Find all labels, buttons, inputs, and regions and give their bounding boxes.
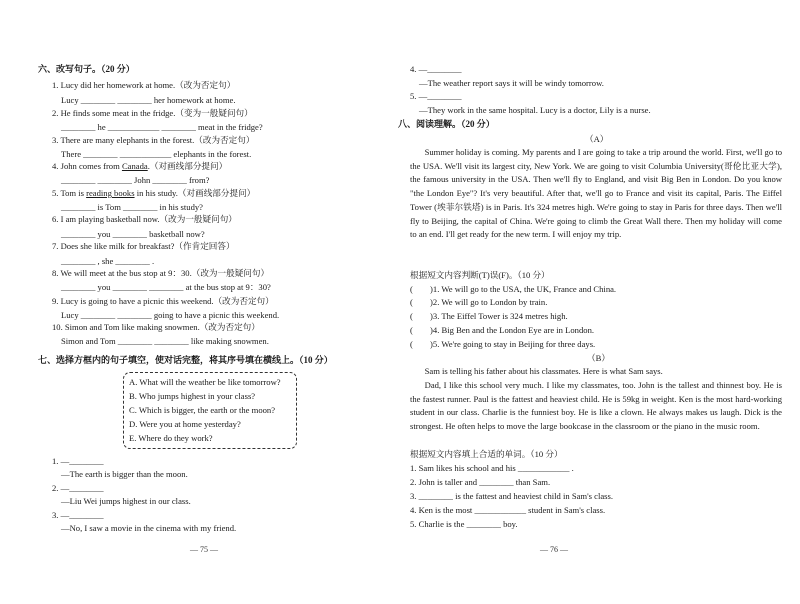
option-c: C. Which is bigger, the earth or the moon?	[129, 405, 276, 415]
s6-a1: Lucy ________ ________ her homework at home.	[61, 95, 236, 105]
s7-a2: —Liu Wei jumps highest in our class.	[61, 496, 191, 506]
passage-b-intro: Sam is telling his father about his classmates. Here is what Sam says.	[424, 366, 663, 376]
tf-item-4: ( )4. Big Ben and the London Eye are in London.	[410, 325, 595, 335]
s7-q5: 5. —________	[410, 91, 462, 101]
s6-a8: ________ you ________ ________ at the bus stop at 9：30?	[61, 282, 271, 292]
s6-a6: ________ you ________ basketball now?	[61, 229, 205, 239]
option-d: D. Were you at home yesterday?	[129, 419, 241, 429]
fill-item-1: 1. Sam likes his school and his ____________ .	[410, 463, 574, 473]
s6-q5: 5. Tom is reading books in his study.（对画线部分提问）	[52, 188, 256, 198]
s7-q1: 1. —________	[52, 456, 104, 466]
section-6-title: 六、改写句子。（20 分）	[38, 64, 135, 74]
fill-title: 根据短文内容填上合适的单词。（10 分）	[410, 449, 563, 459]
section-8-title: 八、阅读理解。（20 分）	[398, 119, 495, 129]
option-a: A. What will the weather be like tomorrow?	[129, 377, 281, 387]
tf-item-5: ( )5. We're going to stay in Beijing for three days.	[410, 339, 596, 349]
tf-item-2: ( )2. We will go to London by train.	[410, 297, 548, 307]
s6-q7: 7. Does she like milk for breakfast?（作肯定回答）	[52, 241, 235, 251]
fill-item-4: 4. Ken is the most ____________ student in Sam's class.	[410, 505, 606, 515]
s6-q4: 4. John comes from Canada.（对画线部分提问）	[52, 161, 228, 171]
fill-item-5: 5. Charlie is the ________ boy.	[410, 519, 518, 529]
s6-a5: ________ is Tom ________ in his study?	[61, 202, 203, 212]
tf-title: 根据短文内容判断(T)误(F)。（10 分）	[410, 270, 550, 280]
passage-b-body: Dad, I like this school very much. I like my classmates, too. John is the tallest and thinnest boy. He is the fastest runner. Paul is the fattest and heaviest child. He is 59kg in weight. Ken is the most hard-working student in our class. Charlie is the funniest boy. He is like a clown. He always makes us laugh. Dick is the strongest. He often helps to move the large bookcase in the classroom or the piano in the music room.	[410, 380, 782, 432]
tf-item-3: ( )3. The Eiffel Tower is 324 metres high.	[410, 311, 568, 321]
underlined-phrase: reading books	[86, 188, 135, 198]
fill-item-3: 3. ________ is the fattest and heaviest child in Sam's class.	[410, 491, 613, 501]
passage-b-label: （B）	[587, 353, 610, 363]
s6-q9: 9. Lucy is going to have a picnic this weekend.（改为否定句）	[52, 296, 274, 306]
option-e: E. Where do they work?	[129, 433, 213, 443]
s7-q3: 3. —________	[52, 510, 104, 520]
page-number-left: — 75 —	[190, 545, 218, 554]
s7-a4: —The weather report says it will be windy tomorrow.	[419, 78, 604, 88]
section-7-title: 七、选择方框内的句子填空，使对话完整，将其序号填在横线上。（10 分）	[38, 355, 333, 365]
s6-a10: Simon and Tom ________ ________ like making snowmen.	[61, 336, 269, 346]
tf-item-1: ( )1. We will go to the USA, the UK, France and China.	[410, 284, 617, 294]
s7-a1: —The earth is bigger than the moon.	[61, 469, 188, 479]
s6-a4: ________ ________ John ________ from?	[61, 175, 210, 185]
s6-q2: 2. He finds some meat in the fridge.（变为一般疑问句）	[52, 108, 253, 118]
passage-a-label: （A）	[585, 134, 609, 144]
s6-q1: 1. Lucy did her homework at home.（改为否定句）	[52, 80, 236, 90]
s7-q4: 4. —________	[410, 64, 462, 74]
s6-q8: 8. We will meet at the bus stop at 9：30.（改为一般疑问句）	[52, 268, 270, 278]
s6-a7: ________ , she ________ .	[61, 256, 155, 266]
s7-a3: —No, I saw a movie in the cinema with my friend.	[61, 523, 237, 533]
option-b: B. Who jumps highest in your class?	[129, 391, 256, 401]
options-box	[123, 372, 297, 449]
s6-a9: Lucy ________ ________ going to have a picnic this weekend.	[61, 310, 280, 320]
s6-a2: ________ he ____________ ________ meat in the fridge?	[61, 122, 263, 132]
s6-q6: 6. I am playing basketball now.（改为一般疑问句）	[52, 214, 237, 224]
fill-item-2: 2. John is taller and ________ than Sam.	[410, 477, 551, 487]
s7-q2: 2. —________	[52, 483, 104, 493]
underlined-word: Canada	[121, 161, 148, 171]
s6-q3: 3. There are many elephants in the forest.（改为否定句）	[52, 135, 255, 145]
s7-a5: —They work in the same hospital. Lucy is a doctor, Lily is a nurse.	[419, 105, 651, 115]
s6-q10: 10. Simon and Tom like making snowmen.（改为否定句）	[52, 322, 260, 332]
s6-a3: There ________ ____________ elephants in the forest.	[61, 149, 252, 159]
page-number-right: — 76 —	[540, 545, 568, 554]
passage-a: Summer holiday is coming. My parents and I are going to take a trip around the world. First, we'll go to the USA. We'll visit its largest city, New York. We are going to visit Columbia University(哥伦比亚大学), the famous university in the USA. Then we'll fly to England, and visit Big Ben in London. Do you know "the London Eye"? It's very beautiful. After that, we'll go to France and visit its capital, Paris. The Eiffel Tower (埃菲尔铁塔) is in Paris. It's 324 metres high. We're going to stay in Paris for three days. Then we'll fly to Beijing, the capital of China. We're going to climb the Great Wall there. Then my holiday will come to an end. I'll get ready for the new term. I will enjoy my trip.	[410, 147, 782, 240]
